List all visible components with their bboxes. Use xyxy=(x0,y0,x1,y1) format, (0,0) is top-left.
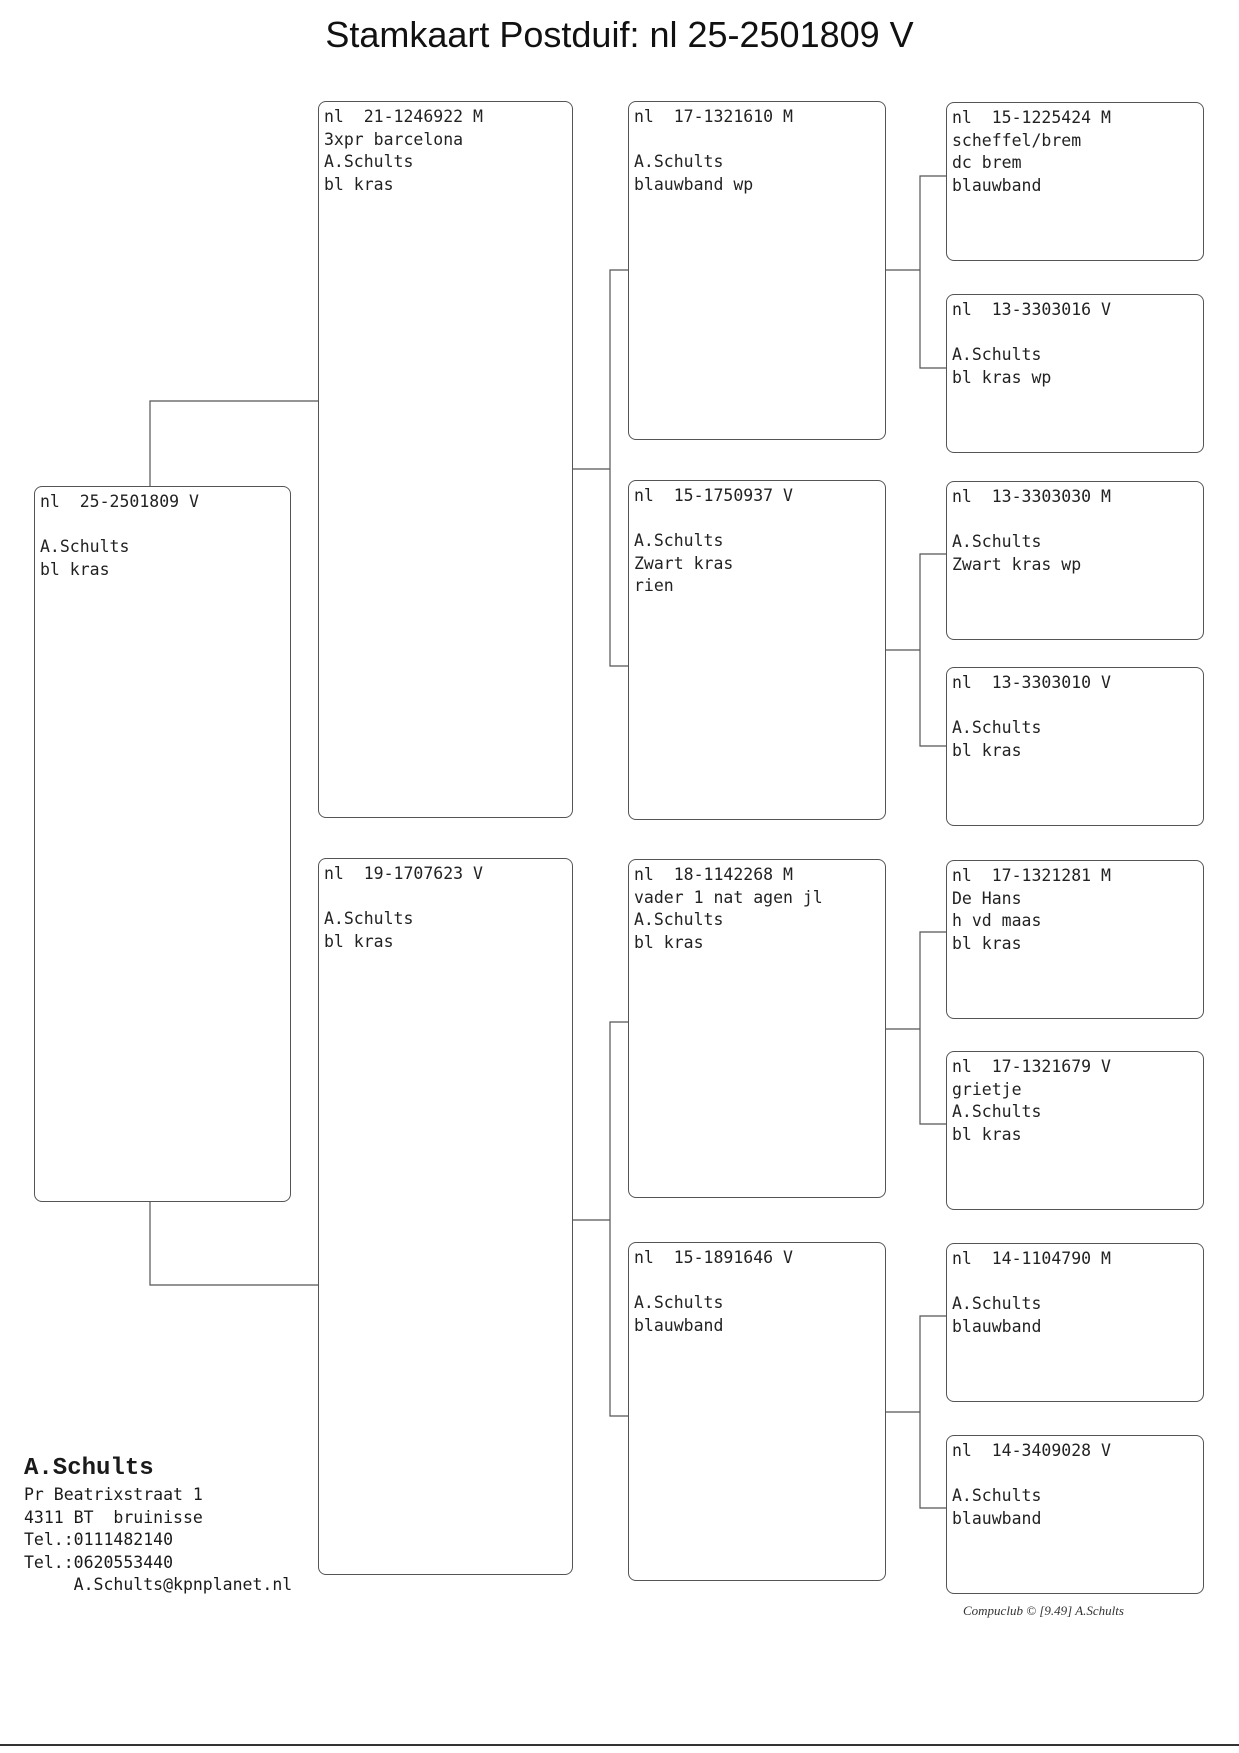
mother-card xyxy=(318,858,573,1575)
father-card xyxy=(318,101,573,818)
ring-number: nl 17-1321679 V xyxy=(952,1057,1111,1076)
card-line xyxy=(952,1463,1198,1486)
great-grandparent-card-1 xyxy=(946,102,1204,261)
card-line: A.Schults xyxy=(952,1102,1042,1121)
card-line: A.Schults xyxy=(324,909,414,928)
great-grandparent-card-4 xyxy=(946,667,1204,826)
page-title: Stamkaart Postduif: nl 25-2501809 V xyxy=(325,14,914,55)
card-line: bl kras xyxy=(952,740,1022,760)
software-credit: Compuclub © [9.49] A.Schults xyxy=(963,1603,1124,1618)
card-line: h vd maas xyxy=(952,911,1042,930)
great-grandparent-card-5 xyxy=(946,860,1204,1019)
card-line: blauwband xyxy=(952,175,1042,195)
great-grandparent-card-2 xyxy=(946,294,1204,453)
card-line: A.Schults xyxy=(952,1486,1042,1505)
father-father-card xyxy=(628,101,886,440)
card-line: bl kras xyxy=(952,933,1022,953)
mother-mother-card xyxy=(628,1242,886,1581)
card-line: A.Schults xyxy=(634,910,724,929)
card-line: bl kras xyxy=(324,174,394,194)
great-grandparent-card-3 xyxy=(946,481,1204,640)
breeder-city: 4311 BT bruinisse xyxy=(24,1507,203,1527)
card-line xyxy=(40,514,285,537)
breeder-name: A.Schults xyxy=(24,1455,154,1482)
card-line: bl kras xyxy=(952,1124,1022,1144)
card-line: A.Schults xyxy=(634,531,724,550)
great-grandparent-card-8 xyxy=(946,1435,1204,1594)
card-line: 3xpr barcelona xyxy=(324,129,464,149)
breeder-info xyxy=(24,1454,292,1597)
breeder-email[interactable]: A.Schults@kpnplanet.nl xyxy=(24,1575,293,1594)
card-line: rien xyxy=(634,576,674,595)
card-line: De Hans xyxy=(952,888,1022,908)
card-line: Zwart kras wp xyxy=(952,554,1082,574)
card-line xyxy=(952,509,1198,532)
ring-number: nl 13-3303016 V xyxy=(952,300,1111,319)
card-line: A.Schults xyxy=(634,1293,724,1312)
pigeon-card xyxy=(34,486,291,1202)
card-line: A.Schults xyxy=(952,532,1042,551)
card-line: A.Schults xyxy=(952,345,1042,364)
ring-number: nl 13-3303030 M xyxy=(952,487,1111,506)
ring-number: nl 15-1225424 M xyxy=(952,108,1111,127)
card-line xyxy=(634,508,880,531)
card-line xyxy=(952,1271,1198,1294)
ring-number: nl 25-2501809 V xyxy=(40,492,199,511)
card-line: dc brem xyxy=(952,153,1022,172)
card-line: A.Schults xyxy=(952,718,1042,737)
great-grandparent-card-7 xyxy=(946,1243,1204,1402)
card-line xyxy=(324,886,567,909)
ring-number: nl 17-1321281 M xyxy=(952,866,1111,885)
ring-number: nl 14-1104790 M xyxy=(952,1249,1111,1268)
breeder-phone: Tel.:0111482140 xyxy=(24,1530,174,1549)
ring-number: nl 18-1142268 M xyxy=(634,865,793,884)
card-line: blauwband xyxy=(952,1316,1042,1336)
mother-father-card xyxy=(628,859,886,1198)
card-line: vader 1 nat agen jl xyxy=(634,887,823,907)
ring-number: nl 15-1891646 V xyxy=(634,1248,793,1267)
card-line xyxy=(952,695,1198,718)
great-grandparent-card-6 xyxy=(946,1051,1204,1210)
ring-number: nl 15-1750937 V xyxy=(634,486,793,505)
card-line: A.Schults xyxy=(324,152,414,171)
card-line xyxy=(952,322,1198,345)
card-line xyxy=(634,1270,880,1293)
card-line: bl kras xyxy=(634,932,704,952)
breeder-street: Pr Beatrixstraat 1 xyxy=(24,1485,203,1504)
card-line xyxy=(634,129,880,152)
card-line: Zwart kras xyxy=(634,553,734,573)
card-line: scheffel/brem xyxy=(952,130,1082,150)
card-line: bl kras wp xyxy=(952,367,1052,387)
card-line: blauwband xyxy=(634,1315,724,1335)
ring-number: nl 14-3409028 V xyxy=(952,1441,1111,1460)
father-mother-card xyxy=(628,480,886,820)
bottom-rule xyxy=(0,1744,1239,1746)
card-line: bl kras xyxy=(40,559,110,579)
card-line: blauwband xyxy=(952,1508,1042,1528)
card-line: bl kras xyxy=(324,931,394,951)
ring-number: nl 19-1707623 V xyxy=(324,864,483,883)
ring-number: nl 21-1246922 M xyxy=(324,107,483,126)
card-line: A.Schults xyxy=(40,537,130,556)
breeder-mobile: Tel.:0620553440 xyxy=(24,1552,174,1572)
card-line: A.Schults xyxy=(634,152,724,171)
card-line: A.Schults xyxy=(952,1294,1042,1313)
card-line: blauwband wp xyxy=(634,174,754,194)
card-line: grietje xyxy=(952,1079,1022,1099)
ring-number: nl 13-3303010 V xyxy=(952,673,1111,692)
ring-number: nl 17-1321610 M xyxy=(634,107,793,126)
